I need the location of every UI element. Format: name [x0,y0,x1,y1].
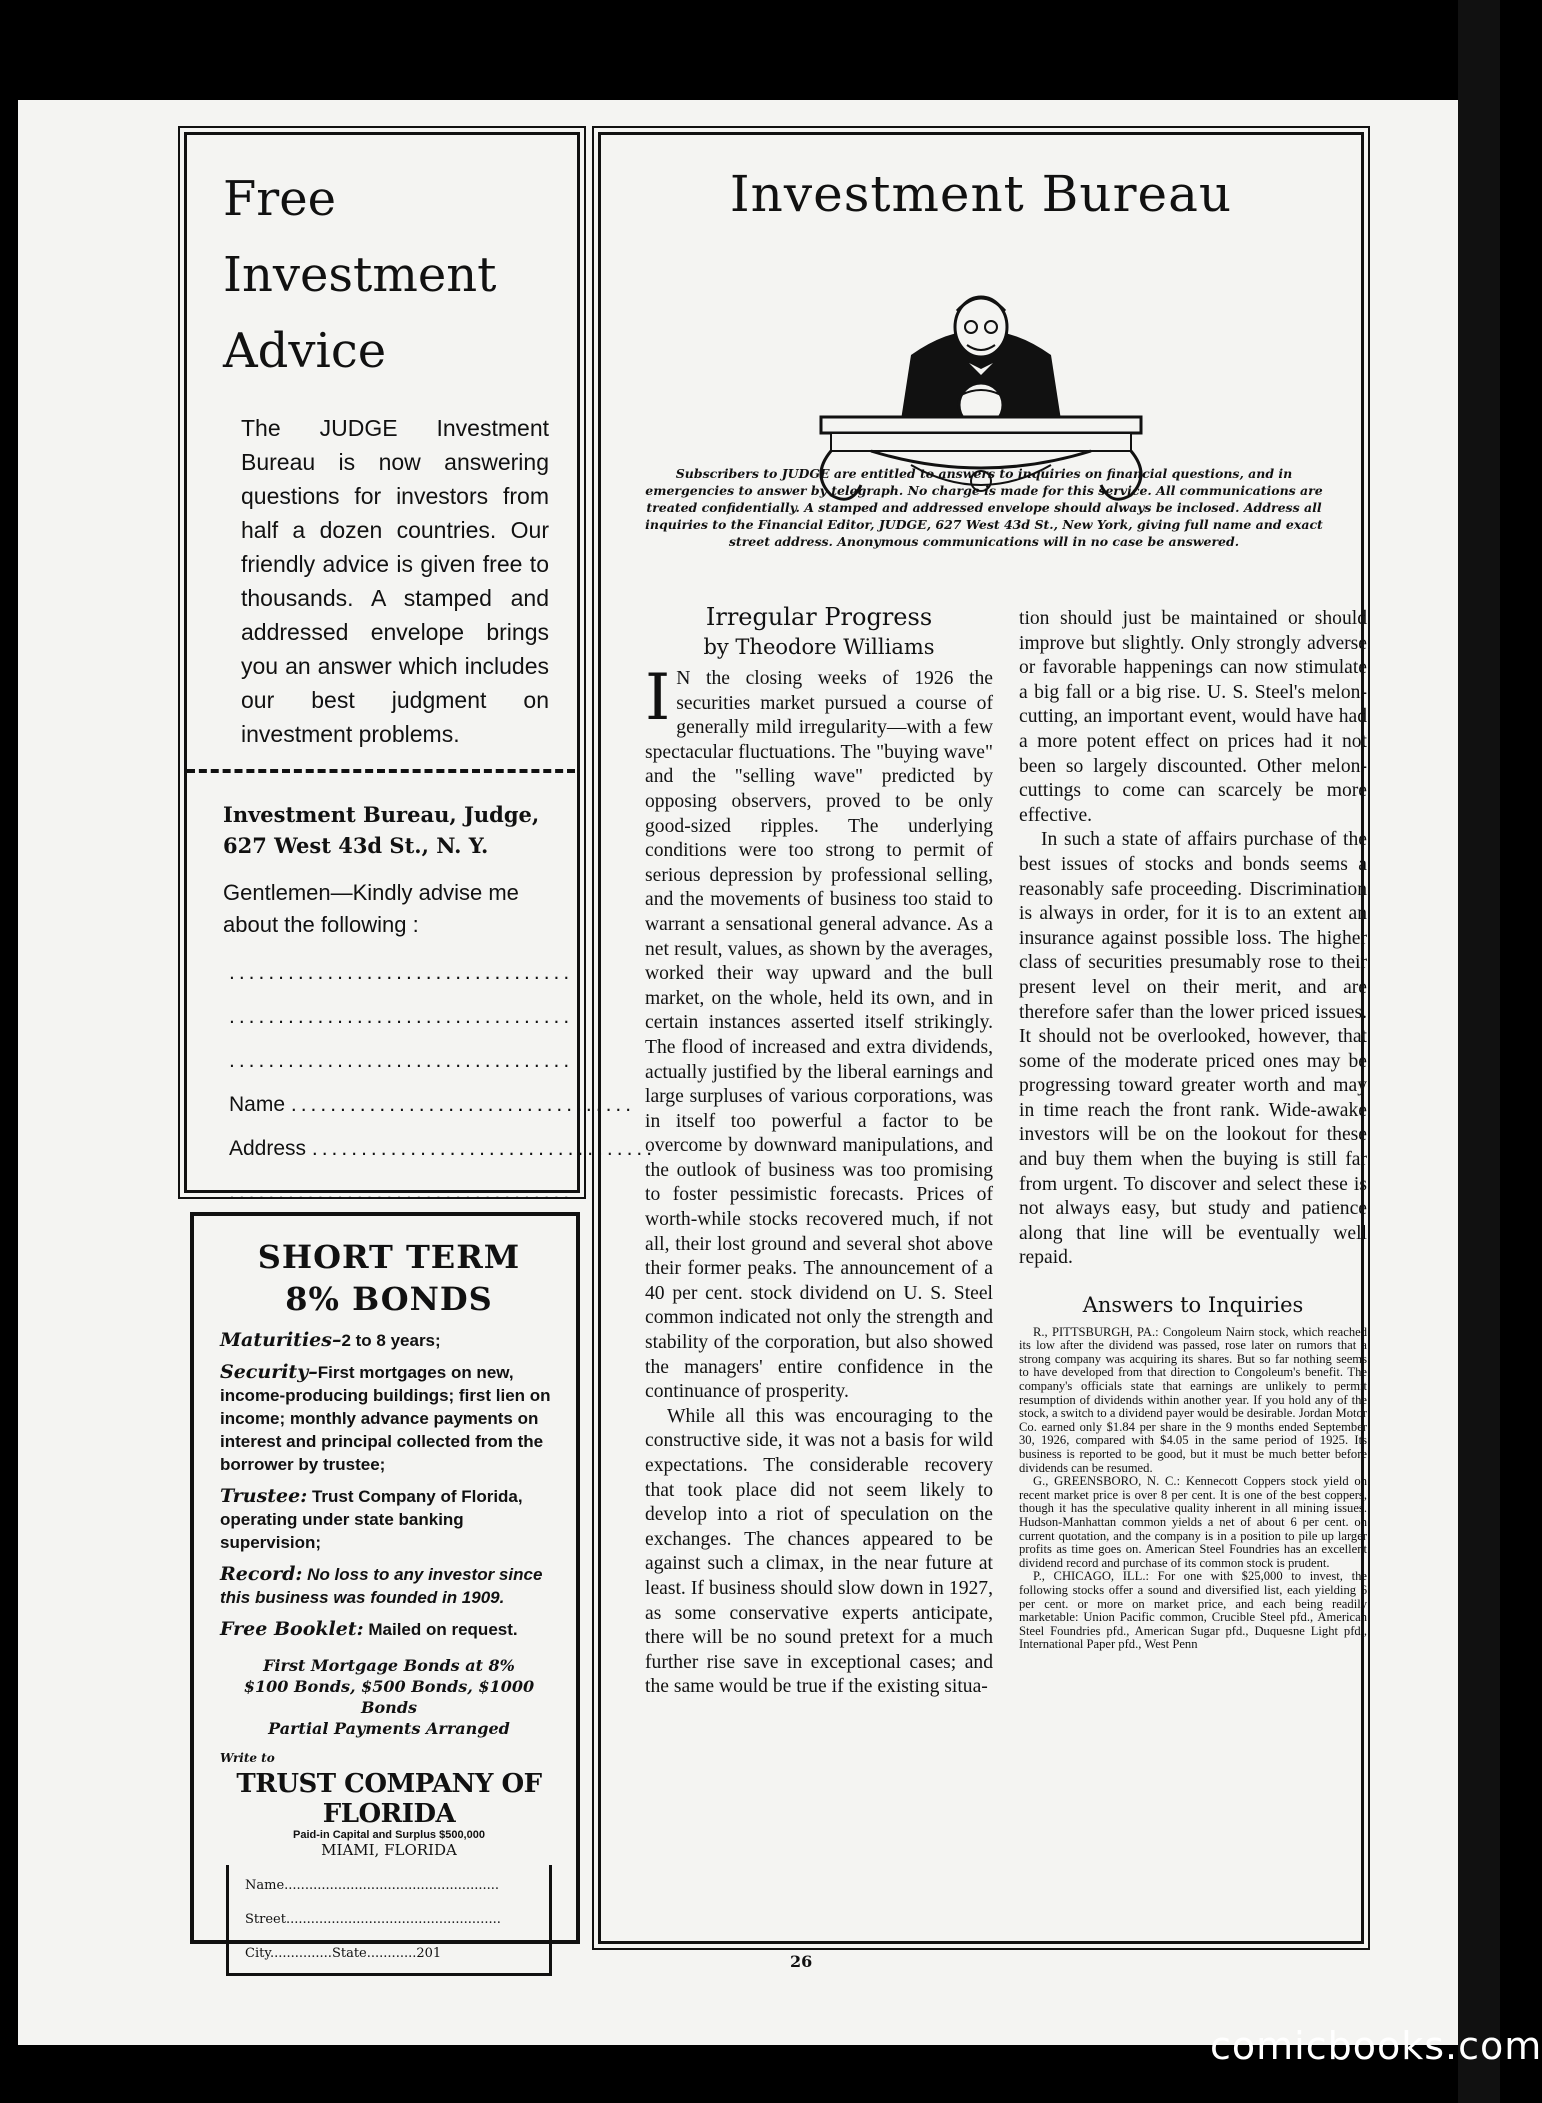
advice-title-line-1: Free [223,171,337,227]
page-number: 26 [790,1952,813,1971]
answer-addressee: P., CHICAGO, ILL.: [1033,1569,1149,1584]
booklet-text: Mailed on request. [368,1620,518,1639]
answer-text: For one with $25,000 to invest, the following stocks offer a sound and diversified list, each yielding 6 per cent. or more on market price, and each being readily marketable: Union Pacific common, Crucible Steel pfd., American Steel Foundries pfd., American Sugar pfd., Duquesne Light pfd., International Paper pfd., West Penn [1019,1569,1367,1652]
coupon-address-line-1: Investment Bureau, Judge, [223,802,540,827]
bonds-title-line-1: SHORT TERM [257,1238,521,1276]
bonds-terms-line-3: Partial Payments Arranged [268,1719,510,1738]
dot-leader: ................................... [311,1137,657,1160]
trustee-text: Trust Company of Florida, operating under state banking supervision; [220,1487,523,1552]
bonds-terms-line-1: First Mortgage Bonds at 8% [263,1656,515,1675]
advice-title-line-2: Investment [223,247,497,303]
order-name-field[interactable] [245,1869,539,1903]
dot-leader: ................................... [229,1005,574,1028]
maturities-line [220,1329,558,1352]
coupon-address-line-2-field[interactable] [229,1171,574,1215]
article-title: Irregular Progress [705,603,933,631]
article-byline: by Theodore Williams [703,635,935,659]
answer-addressee: G., GREENSBORO, N. C.: [1033,1474,1181,1489]
dot-leader: .................................................... [284,1878,500,1893]
article-paragraph-1-text: N the closing weeks of 1926 the securities market pursued a course of generally mild irregularity—with a few spectacular fluctuations. The "buying wave" and the "selling wave" predicted by opposing observers, proved to be only good-sized ripples. The underlying conditions were too strong to permit of serious depression by professional selling, and the movements of business too staid to warrant a sensational general advance. As a net result, values, as shown by the averages, worked their way upward and the bull market, on the whole, held its own, and in certain instances asserted itself strikingly. The flood of increased and extra dividends, actually justified by the liberal earnings and large surpluses of various corporations, was in itself too powerful a factor to be overcome by downward manipulations, and the outlook of business was too promising to foster pessimistic forecasts. Prices of worth-while stocks recovered much, if not all, their lost ground and several shot above their former peaks. The announcement of a 40 per cent. stock dividend on U. S. Steel common indicated not only the strength and stability of the corporation, but also showed the managers' entire confidence in the continuance of prosperity. [645,668,993,1403]
advice-title-line-3: Advice [223,323,387,379]
coupon-address-label: Address [229,1137,307,1160]
drop-cap: I [645,661,671,735]
coupon-blank-line-2[interactable] [229,995,574,1039]
answer-text: Kennecott Coppers stock yield on recent market price is over 8 per cent. It is one of the best coppers, though it has the speculative quality inherent in all mining issues. Hudson-Manhattan common yields a net of about 6 per cent. on current quotation, and the company is in a position to pile up larger profits as time goes on. American Steel Foundries has an excellent dividend record and purchase of its common stock is prudent. [1019,1474,1367,1570]
security-line [220,1361,558,1476]
subscriber-notice: Subscribers to JUDGE are entitled to answers to inquiries on financial questions, and in emergencies to answer by telegraph. No charge is made for this service. All communications are treated confidentially. A stamped and addressed envelope should always be inclosed. Address all inquiries to the Financial Editor, JUDGE, 627 West 43d St., New York, giving full name and exact street address. Anonymous communications will in no case be answered. [645,466,1323,549]
article-paragraph-1 [645,661,993,1405]
security-text: First mortgages on new, income-producing buildings; first lien on income; monthly advance payments on interest and principal collected from the borrower by trustee; [220,1363,551,1474]
coupon-blank-line-1[interactable] [229,951,574,995]
dot-leader: .................................................... [285,1912,501,1927]
dot-leader: ................................... [290,1093,636,1116]
record-text: No loss to any investor since this business was founded in 1909. [220,1565,543,1607]
coupon-name-label: Name [229,1093,286,1116]
dot-leader: ................................... [229,1049,574,1072]
coupon-address [223,799,549,861]
article-paragraph-3: tion should just be maintained or should improve but slightly. Only strongly adverse or favorable happenings can now stimulate a big fall or a big rise. U. S. Steel's melon-cutting, an important event, would have had a more potent effect on prices had it not been so largely discounted. Other melon-cuttings to come can scarcely be more effective. [1019,608,1367,826]
write-to-label: Write to [220,1751,275,1765]
trust-company-logo: TRUST COMPANY OF FLORIDA [236,1769,542,1829]
booklet-line [220,1618,558,1641]
booklet-label: Free Booklet: [220,1618,364,1640]
answer-item [1019,1326,1367,1476]
answer-item [1019,1570,1367,1652]
trustee-label: Trustee: [220,1485,308,1507]
investment-bureau-box [598,132,1368,1944]
coupon-cut-line [187,769,575,773]
article-paragraph-2: While all this was encouraging to the constructive side, it was not a basis for wild expectations. The considerable recovery that took place did not seem likely to develop into a riot of speculation on the exchanges. The chances appeared to be against such a climax, in the near future at least. If business should slow down in 1927, as some conservative experts anticipate, there will be no sound pretext for a much further rise save in exceptional cases; and the same would be true if the existing situa- [645,1405,993,1698]
answers-title: Answers to Inquiries [1082,1293,1304,1318]
order-code: 201 [416,1946,442,1961]
order-street-label: Street [245,1912,286,1927]
security-label: Security– [220,1361,318,1383]
record-label: Record: [220,1563,303,1585]
bonds-terms-line-2: $100 Bonds, $500 Bonds, $1000 Bonds [243,1677,535,1717]
bonds-advertisement [190,1212,580,1961]
order-state-label: State [331,1946,367,1961]
article-paragraph-4: In such a state of affairs purchase of the best issues of stocks and bonds seems a reasonably safe proceeding. Discrimination is always in order, for it is to an extent an insurance against possible loss. The higher class of securities presumably rose to their present level on their merit, and are therefore safer than the lower priced issues. It should not be overlooked, however, that some of the moderate priced ones may be progressing toward greater worth and may in time reach the front rank. Wide-awake investors will be on the lookout for these and buy them when the buying is still far from urgent. To discover and select these is not always easy, but study and patience along that line will be eventually well repaid. [1019,829,1367,1269]
bonds-terms [220,1655,558,1739]
coupon-blank-line-3[interactable] [229,1039,574,1083]
maturities-text: 2 to 8 years; [341,1331,441,1350]
answers-list [1019,1326,1367,1652]
advice-title [223,161,549,389]
order-name-label: Name [245,1878,285,1893]
page-gutter-right [1458,0,1500,2103]
coupon-address-field[interactable] [229,1127,657,1171]
record-line [220,1563,558,1609]
trust-company-capital: Paid-in Capital and Surplus $500,000 [293,1829,485,1841]
dot-leader: ................................... [229,1181,574,1204]
trustee-line [220,1485,558,1554]
order-form [226,1865,552,1976]
answer-item [1019,1475,1367,1570]
order-city-state-field[interactable]: City...............State............201 [245,1946,442,1961]
dot-leader: ................................... [229,961,574,984]
coupon-address-line-2: 627 West 43d St., N. Y. [223,833,489,858]
order-street-field[interactable] [245,1903,539,1937]
investment-bureau-title: Investment Bureau [729,165,1233,223]
site-watermark: comicbooks.com [1210,2024,1542,2068]
page-gutter-left [0,0,18,2103]
article-column-1 [645,603,993,1700]
bonds-title [220,1236,558,1320]
answer-addressee: R., PITTSBURGH, PA.: [1033,1324,1159,1339]
advice-body: The JUDGE Investment Bureau is now answering questions for investors from half a dozen countries. Our friendly advice is given free to thousands. A stamped and addressed envelope brings you an answer which includes our best judgment on investment problems. [241,415,549,747]
article-column-2 [1019,607,1367,1652]
free-advice-box [184,132,657,1204]
answer-text: Congoleum Nairn stock, which reached its low after the dividend was passed, rose later on rumors that a strong company was acquiring its shares. But so far nothing seems to have developed from that direction to Congoleum's benefit. The company's officials state that earnings are unlikely to permit resumption of dividends within another year. If you hold any of the stock, a switch to a dividend payer would be desirable. Jordan Motor Co. earned only $1.84 per share in the 9 months ended September 30, 1926, compared with $4.05 in the same period of 1925. Its business is reported to be good, but it must be much better before dividends can be resumed. [1019,1324,1368,1475]
order-city-label: City [245,1946,270,1961]
trust-company-city: MIAMI, FLORIDA [321,1841,457,1859]
coupon-text: Gentlemen—Kindly advise me about the following : [223,880,519,937]
bonds-title-line-2: 8% BONDS [285,1280,493,1318]
coupon-name-field[interactable] [229,1083,636,1127]
maturities-label: Maturities– [220,1329,342,1351]
